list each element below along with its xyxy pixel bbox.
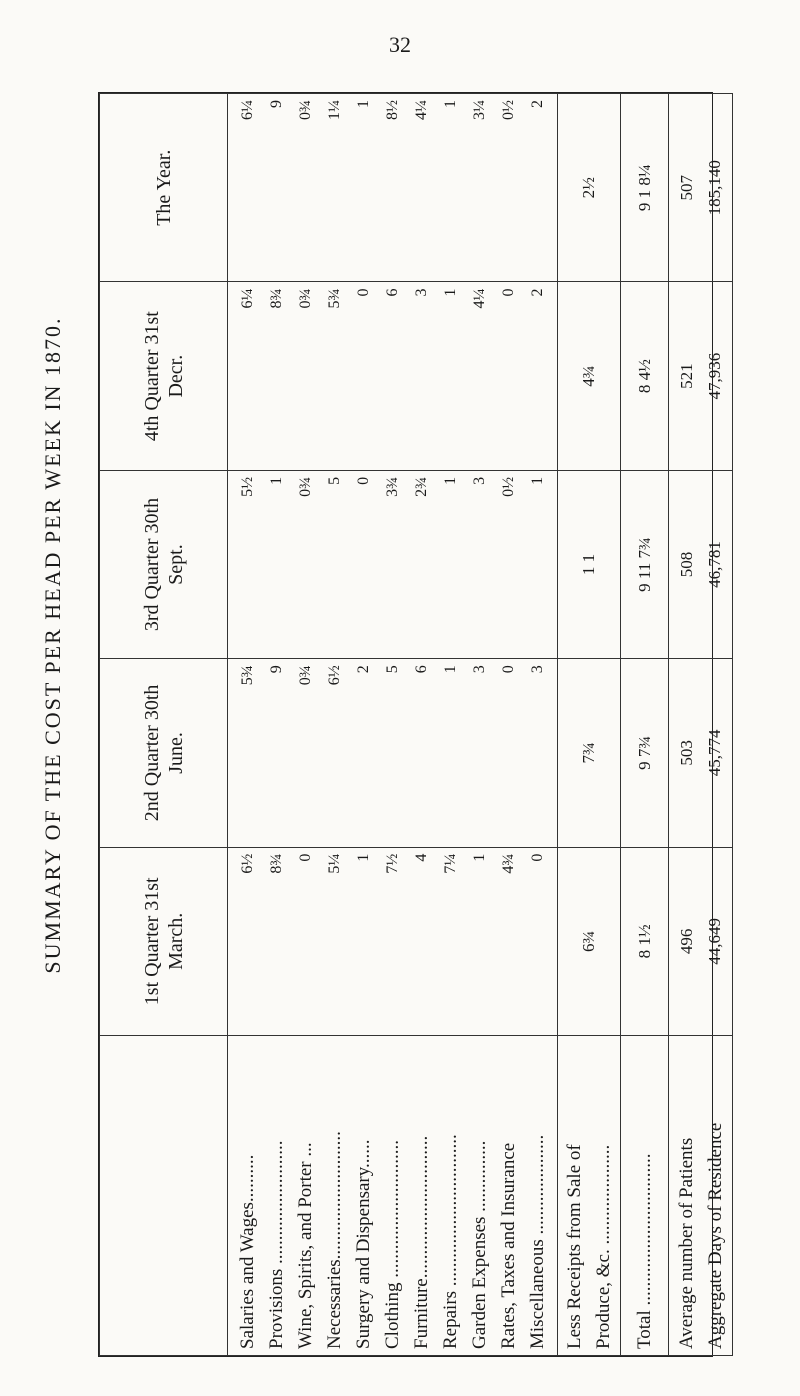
cell: 3 xyxy=(471,665,488,674)
cell: 0 xyxy=(297,853,314,862)
cell: 5 xyxy=(384,665,401,674)
cell: 0 xyxy=(500,665,517,674)
cell: 8¾ xyxy=(268,853,285,874)
year-total: 9 1 8¼ xyxy=(621,94,669,282)
patients: 496 xyxy=(676,928,696,955)
header-corner xyxy=(100,1036,228,1356)
days: 47,936 xyxy=(704,352,724,400)
cell: 2¾ xyxy=(413,476,430,497)
q2-total: 9 7¾ xyxy=(621,659,669,847)
row-label: Necessaries........................... xyxy=(324,1131,345,1349)
row-label: Garden Expenses ............... xyxy=(469,1140,490,1349)
year-items xyxy=(228,94,558,282)
cell: 1 xyxy=(442,476,459,485)
cell: 1 xyxy=(355,853,372,862)
total-label: Total ................................ xyxy=(621,1036,669,1356)
cost-summary-table xyxy=(98,92,726,1357)
expense-labels xyxy=(228,1036,558,1356)
cell: 1 xyxy=(442,100,459,108)
cell: 6½ xyxy=(239,853,256,874)
cell: 3 xyxy=(471,476,488,485)
row-label: Surgery and Dispensary...... xyxy=(353,1139,374,1349)
receipts-label-line: Less Receipts from Sale of xyxy=(564,1144,585,1349)
days: 44,649 xyxy=(704,917,724,965)
cell: 0 xyxy=(500,288,517,297)
cell: 7¼ xyxy=(442,853,459,874)
cell: 6 xyxy=(384,288,401,297)
q4-receipts: 4¾ xyxy=(558,282,621,470)
year-receipts: 2½ xyxy=(558,94,621,282)
cell: 6½ xyxy=(326,665,343,686)
cell: 0 xyxy=(355,476,372,485)
q4-averages xyxy=(669,282,733,470)
cell: 9 xyxy=(268,100,285,108)
q4-items xyxy=(228,282,558,470)
row-label: Rates, Taxes and Insurance xyxy=(498,1142,519,1349)
cell: 3 xyxy=(413,288,430,297)
cell: 2 xyxy=(529,288,546,297)
header-q1: 1st Quarter 31st March. xyxy=(100,847,228,1035)
cell: 0¾ xyxy=(297,476,314,497)
q3-total: 9 11 7¾ xyxy=(621,470,669,658)
cell: 3¼ xyxy=(471,100,488,120)
cell: 1 xyxy=(355,100,372,108)
cell: 1 xyxy=(471,853,488,862)
patients: 508 xyxy=(676,551,696,578)
q2-averages xyxy=(669,659,733,847)
cell: 7½ xyxy=(384,853,401,874)
days: 46,781 xyxy=(704,541,724,588)
cell: 4¼ xyxy=(471,288,488,309)
row-label: Clothing ............................. xyxy=(382,1139,403,1349)
cell: 5¾ xyxy=(239,665,256,686)
cell: 6 xyxy=(413,665,430,674)
q1-total: 8 1½ xyxy=(621,847,669,1035)
days: 45,774 xyxy=(704,729,724,777)
cell: 0 xyxy=(355,288,372,297)
cell: 5¾ xyxy=(326,288,343,309)
cell: 4¾ xyxy=(500,853,517,874)
averages-label xyxy=(669,1036,733,1356)
year-averages xyxy=(669,94,733,282)
patients: 507 xyxy=(676,174,696,201)
cell: 5½ xyxy=(239,476,256,497)
cell: 1 xyxy=(268,476,285,485)
cell: 4 xyxy=(413,853,430,862)
row-label: Miscellaneous ..................... xyxy=(527,1134,548,1349)
q2-items xyxy=(228,659,558,847)
cell: 1¼ xyxy=(326,100,343,120)
cell: 2 xyxy=(529,100,546,108)
averages-label-line: Average number of Patients xyxy=(675,1137,697,1349)
patients: 503 xyxy=(676,740,696,766)
page-title: SUMMARY OF THE COST PER HEAD PER WEEK IN 1870. xyxy=(40,316,65,974)
cell: 9 xyxy=(268,665,285,674)
cell: 1 xyxy=(442,665,459,674)
q3-averages xyxy=(669,470,733,658)
header-q4: 4th Quarter 31st Decr. xyxy=(100,282,228,470)
days: 185,140 xyxy=(704,160,724,216)
q1-averages xyxy=(669,847,733,1035)
row-label: Salaries and Wages.......... xyxy=(237,1154,258,1349)
cell: 8¾ xyxy=(268,288,285,309)
cell: 0¾ xyxy=(297,288,314,309)
header-year: The Year. xyxy=(100,94,228,282)
cell: 0¾ xyxy=(297,665,314,686)
patients: 521 xyxy=(676,363,696,389)
q1-items xyxy=(228,847,558,1035)
q2-receipts: 7¾ xyxy=(558,659,621,847)
cell: 4¼ xyxy=(413,100,430,120)
q1-receipts: 6¾ xyxy=(558,847,621,1035)
cell: 0 xyxy=(529,853,546,862)
row-label: Furniture.............................. xyxy=(411,1135,432,1349)
cell: 5 xyxy=(326,476,343,485)
cell: 1 xyxy=(442,288,459,297)
cell: 3 xyxy=(529,665,546,674)
q3-items xyxy=(228,470,558,658)
cell: 1 xyxy=(529,476,546,485)
cell: 5¼ xyxy=(326,853,343,874)
cell: 6¼ xyxy=(239,100,256,120)
cell: 0¾ xyxy=(297,100,314,120)
q3-receipts: 1 1 xyxy=(558,470,621,658)
page-number: 32 xyxy=(389,32,411,57)
averages-label-line: Aggregate Days of Residence xyxy=(704,1122,726,1349)
cell: 6¼ xyxy=(239,288,256,309)
q4-total: 8 4½ xyxy=(621,282,669,470)
row-label: Repairs ................................ xyxy=(440,1134,461,1349)
cell: 2 xyxy=(355,665,372,674)
cell: 0½ xyxy=(500,100,517,120)
cell: 3¾ xyxy=(384,476,401,497)
cell: 0½ xyxy=(500,476,517,497)
receipts-label xyxy=(558,1036,621,1356)
header-q2: 2nd Quarter 30th June. xyxy=(100,659,228,847)
receipts-label-line: Produce, &c. ..................... xyxy=(593,1144,614,1349)
row-label: Provisions .......................... xyxy=(266,1140,287,1349)
cell: 8½ xyxy=(384,100,401,120)
header-q3: 3rd Quarter 30th Sept. xyxy=(100,470,228,658)
row-label: Wine, Spirits, and Porter ... xyxy=(295,1142,316,1349)
